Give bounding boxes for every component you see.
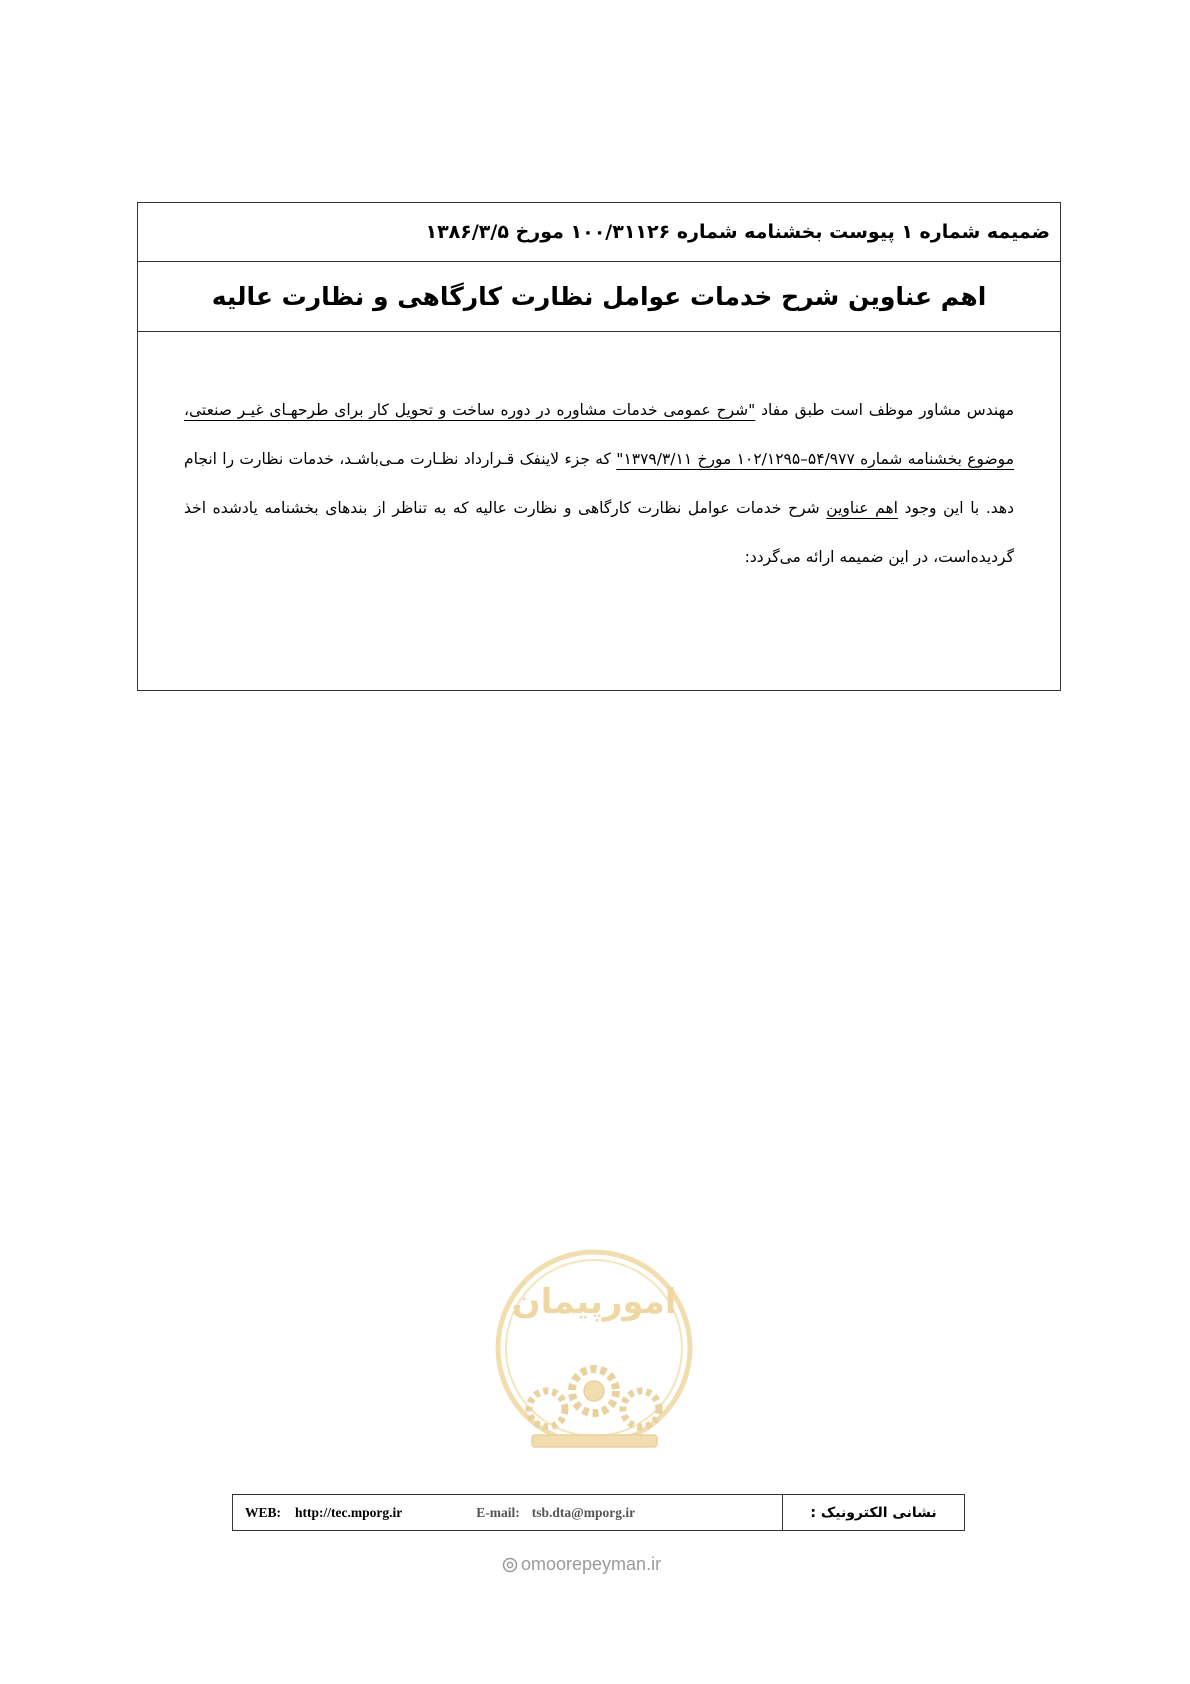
email-link[interactable]: tsb.dta@mporg.ir	[531, 1504, 636, 1520]
paragraph-part-2: که جزء لاینفک قـرارداد نظـارت مـی‌باشـد، خدمات نظارت را انجام دهد. با این وجود	[184, 450, 1014, 517]
document-header	[138, 203, 1060, 262]
web-url-link[interactable]: http://tec.mporg.ir	[295, 1504, 403, 1520]
underlined-main-titles: اهم عناوین	[826, 499, 898, 517]
site-credit	[502, 1554, 661, 1575]
document-title: اهم عناوین شرح خدمات عوامل نظارت کارگاهی و نظارت عالیه	[211, 282, 987, 311]
header-text: ضمیمه شماره ۱ پیوست بخشنامه شماره ۱۰۰/۳۱۱۲۶ مورخ ۱۳۸۶/۳/۵	[425, 221, 1050, 243]
paragraph-part-1: مهندس مشاور موظف است طبق مفاد	[755, 401, 1014, 419]
document-box	[137, 202, 1061, 691]
paragraph-part-3: شرح خدمات عوامل نظارت کارگاهی و نظارت عالیه که به تناظر از بندهای بخشنامه یادشده اخذ گردیده‌است، در این ضمیمه ارائه می‌گردد:	[184, 499, 1014, 566]
at-icon	[502, 1557, 518, 1573]
document-paragraph	[138, 332, 1060, 582]
credit-text: omoorepeyman.ir	[521, 1554, 662, 1574]
web-label: WEB:	[245, 1504, 282, 1520]
underlined-reference: "شرح عمومی خدمات مشاوره در دوره ساخت و تحویل کار برای طرحهـای غیـر صنعتی، موضوع بخشنامه شماره ۵۴/۹۷۷–۱۰۲/۱۲۹۵ مورخ ۱۳۷۹/۳/۱۱"	[184, 401, 1014, 468]
electronic-address-label: نشانی الکترونیک :	[810, 1504, 937, 1521]
electronic-address-label-cell	[783, 1495, 964, 1530]
seal-icon	[492, 1243, 697, 1468]
email-label: E-mail:	[476, 1504, 520, 1520]
footer-contact-details	[233, 1495, 783, 1530]
omoore-peyman-seal-watermark	[492, 1243, 697, 1468]
document-title-row	[138, 262, 1060, 332]
seal-text: امورپیمان	[511, 1282, 677, 1322]
footer-contact-box	[232, 1494, 965, 1531]
